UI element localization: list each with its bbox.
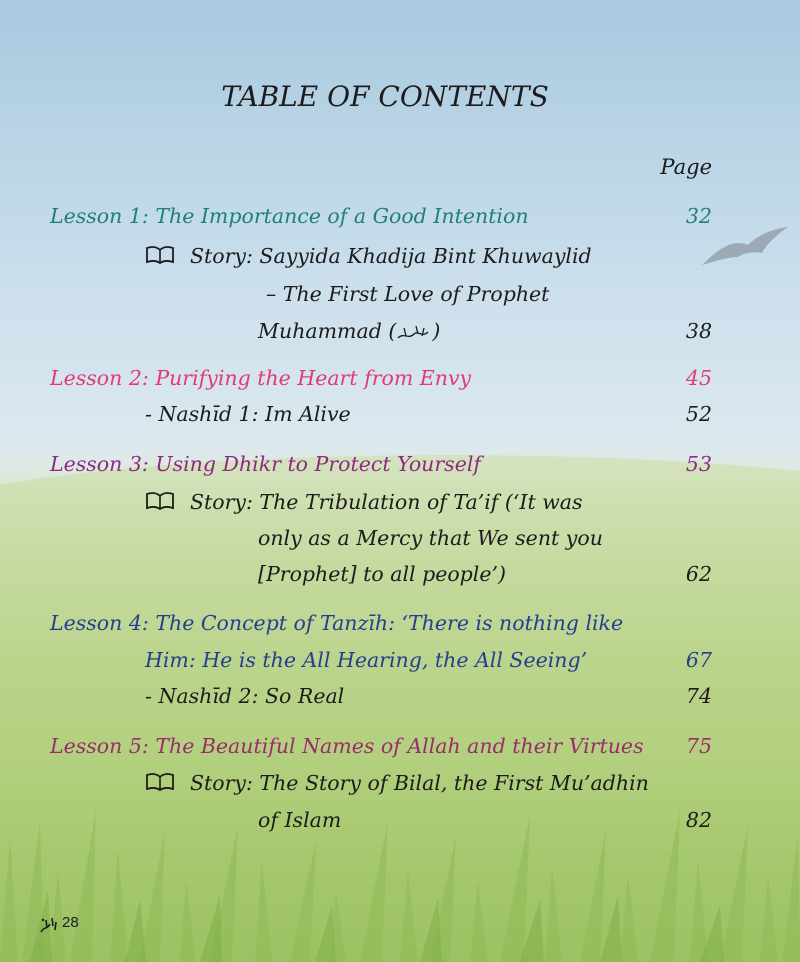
book-icon bbox=[145, 772, 175, 792]
page-column-header: Page bbox=[660, 155, 712, 179]
calligraphy-icon bbox=[396, 322, 432, 344]
toc-lesson-1[interactable]: Lesson 1: The Importance of a Good Intention bbox=[50, 204, 529, 228]
page-number: 28 bbox=[62, 914, 79, 931]
toc-nashid-1-page: 52 bbox=[685, 402, 712, 426]
toc-lesson-2[interactable]: Lesson 2: Purifying the Heart from Envy bbox=[50, 366, 472, 390]
toc-lesson-4-page: 67 bbox=[685, 648, 712, 672]
logo-icon bbox=[38, 914, 60, 936]
toc-lesson-1-page: 32 bbox=[685, 204, 712, 228]
toc-story-1-page: 38 bbox=[685, 319, 712, 343]
toc-nashid-1[interactable]: - Nashīd 1: Im Alive bbox=[145, 402, 351, 426]
toc-story-1-line2: – The First Love of Prophet bbox=[266, 282, 550, 306]
book-icon bbox=[145, 491, 175, 511]
toc-nashid-2-page: 74 bbox=[685, 684, 712, 708]
toc-lesson-2-page: 45 bbox=[685, 366, 712, 390]
toc-story-3-line2: only as a Mercy that We sent you bbox=[258, 526, 603, 550]
toc-lesson-3[interactable]: Lesson 3: Using Dhikr to Protect Yourself bbox=[50, 452, 481, 476]
toc-story-3-line3: [Prophet] to all people’) bbox=[258, 562, 507, 586]
toc-story-1-line3-end: ) bbox=[432, 319, 441, 343]
toc-lesson-4-line2[interactable]: Him: He is the All Hearing, the All Seeing’ bbox=[145, 648, 588, 672]
toc-lesson-3-page: 53 bbox=[685, 452, 712, 476]
toc-lesson-5-page: 75 bbox=[685, 734, 712, 758]
toc-story-5-line2: of Islam bbox=[258, 808, 342, 832]
toc-story-1-line3 bbox=[258, 317, 440, 345]
toc-nashid-2[interactable]: - Nashīd 2: So Real bbox=[145, 684, 345, 708]
toc-story-1-line1[interactable]: Story: Sayyida Khadija Bint Khuwaylid bbox=[190, 244, 592, 268]
toc-story-5-line1[interactable]: Story: The Story of Bilal, the First Mu’adhin bbox=[190, 771, 649, 795]
toc-story-3-line1[interactable]: Story: The Tribulation of Ta’if (‘It was bbox=[190, 490, 583, 514]
toc-story-5-page: 82 bbox=[685, 808, 712, 832]
bird-icon bbox=[700, 225, 790, 275]
toc-lesson-5[interactable]: Lesson 5: The Beautiful Names of Allah and their Virtues bbox=[50, 734, 644, 758]
page-title: TABLE OF CONTENTS bbox=[221, 80, 549, 113]
book-icon bbox=[145, 245, 175, 265]
toc-story-3-page: 62 bbox=[685, 562, 712, 586]
toc-lesson-4-line1[interactable]: Lesson 4: The Concept of Tanzīh: ‘There is nothing like bbox=[50, 611, 624, 635]
toc-story-1-line3-text: Muhammad ( bbox=[258, 319, 397, 343]
